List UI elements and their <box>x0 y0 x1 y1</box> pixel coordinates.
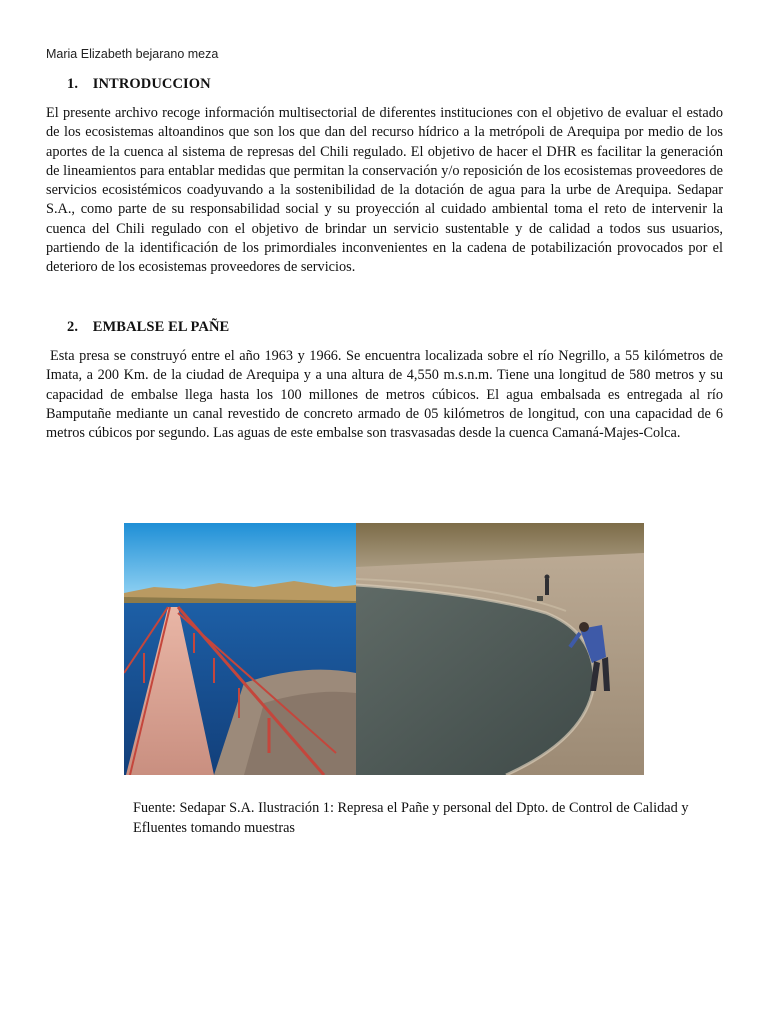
author-name: Maria Elizabeth bejarano meza <box>46 47 219 61</box>
section-body-introduccion: El presente archivo recoge información multisectorial de diferentes instituciones con el objetivo de evaluar el estado de los ecosistemas altoandinos que son los que dan del recurso hídrico a la metrópoli de Arequipa por medio de los aportes de la cuenca al sistema de represas del Chili regulado. El objetivo de hacer el DHR es facilitar la generación de lineamientos para entablar medidas que permitan la conservación y/o reposición de los ecosistemas proveedores de servicios ecosistémicos coadyuvando a la sostenibilidad de la dotación de agua para la urbe de Arequipa. Sedapar S.A., como parte de su responsabilidad social y su proyección al cuidado ambiental toma el reto de intervenir la cuenca del Chili regulado con el objetivo de brindar un servicio sustentable y de calidad a todos sus usuarios, partiendo de la identificación de los primordiales inconvenientes en la cadena de potabilización provocados por el deterioro de los ecosistemas proveedores de servicios. <box>46 105 723 276</box>
section-number: 2. <box>67 319 79 335</box>
dam-walkway-photo <box>124 523 356 775</box>
figure-caption: Fuente: Sedapar S.A. Ilustración 1: Represa el Pañe y personal del Dpto. de Control de Calidad y Efluentes tomando muestras <box>133 800 689 836</box>
section-body-embalse: Esta presa se construyó entre el año 1963 y 1966. Se encuentra localizada sobre el río Negrillo, a 55 kilómetros de Imata, a 200 Km. de la ciudad de Arequipa y a una altura de 4,550 m.s.n.m. Tiene una longitud de 580 metros y su capacidad de embalse llega hasta los 100 millones de metros cúbicos. El agua embalsada es entregada al río Bamputañe mediante un canal revestido de concreto armado de 05 kilómetros de longitud, con una capacidad de 6 metros cúbicos por segundo. Las aguas de este embalse son trasvasadas desde la cuenca Camaná-Majes-Colca. <box>46 348 723 442</box>
section-heading-embalse <box>67 319 229 336</box>
sampling-staff-photo <box>356 523 644 775</box>
section-number: 1. <box>67 76 79 92</box>
section-heading-introduccion <box>67 76 211 93</box>
figure-dam-photos <box>124 523 644 775</box>
section-title: INTRODUCCION <box>92 76 211 92</box>
section-title: EMBALSE EL PAÑE <box>92 319 230 335</box>
